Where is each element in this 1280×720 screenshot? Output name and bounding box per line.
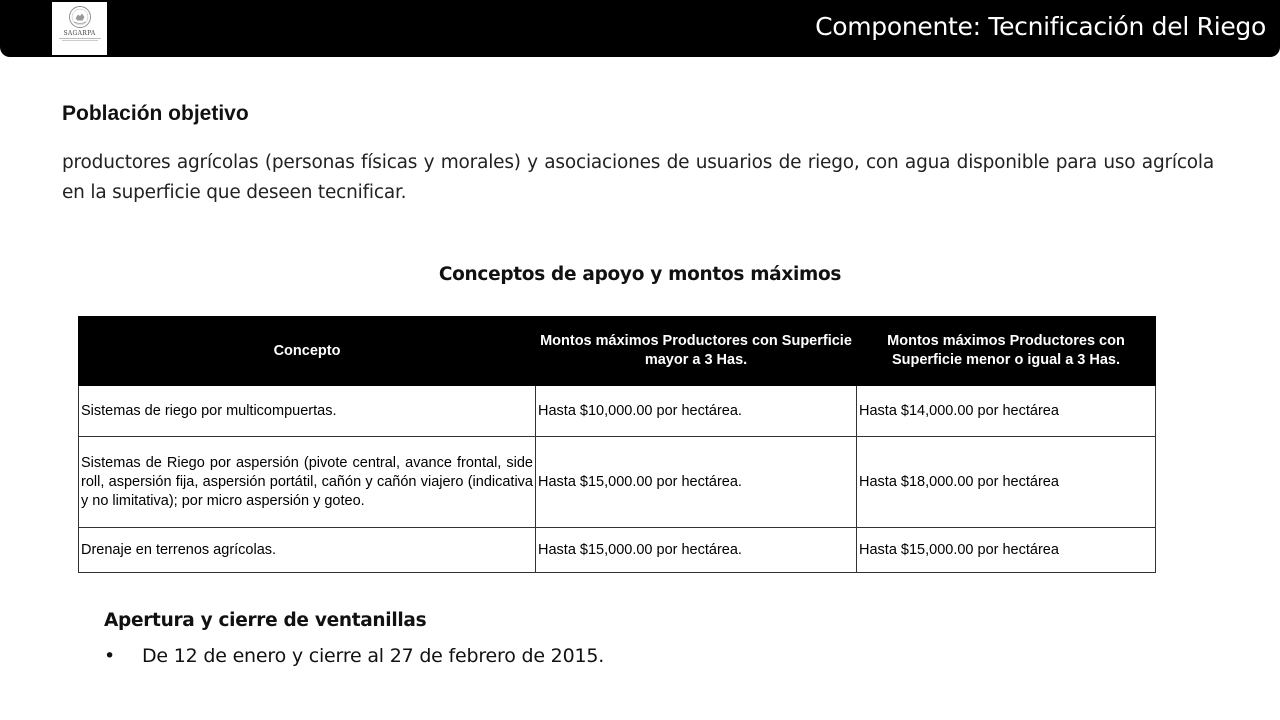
header-bar <box>0 0 1280 57</box>
column-header-mayor: Montos máximos Productores con Superficie mayor a 3 Has. <box>536 317 857 386</box>
list-item-text: De 12 de enero y cierre al 27 de febrero de 2015. <box>142 645 605 667</box>
ventanillas-heading: Apertura y cierre de ventanillas <box>104 610 427 631</box>
cell-monto-menor: Hasta $14,000.00 por hectárea <box>857 386 1156 437</box>
logo-underline <box>59 38 101 39</box>
cell-monto-mayor: Hasta $15,000.00 por hectárea. <box>536 437 857 528</box>
column-header-concepto: Concepto <box>79 317 536 386</box>
table-row <box>79 437 1156 528</box>
logo-text: SAGARPA <box>63 30 96 37</box>
cell-monto-mayor: Hasta $15,000.00 por hectárea. <box>536 528 857 573</box>
list-item <box>104 642 604 670</box>
ventanillas-list <box>104 642 604 670</box>
conceptos-heading: Conceptos de apoyo y montos máximos <box>438 264 842 285</box>
poblacion-description: productores agrícolas (personas físicas y morales) y asociaciones de usuarios de riego, con agua disponible para uso agrícola en la superficie que deseen tecnificar. <box>62 152 1214 203</box>
cell-monto-menor: Hasta $15,000.00 por hectárea <box>857 528 1156 573</box>
cell-concepto: Sistemas de riego por multicompuertas. <box>79 386 536 437</box>
bullet-icon: • <box>104 645 116 667</box>
cell-concepto: Drenaje en terrenos agrícolas. <box>79 528 536 573</box>
coat-of-arms-icon <box>68 5 92 29</box>
table-row <box>79 528 1156 573</box>
poblacion-heading: Población objetivo <box>62 102 249 125</box>
column-header-menor: Montos máximos Productores con Superficie menor o igual a 3 Has. <box>857 317 1156 386</box>
logo-underline-2 <box>62 40 98 41</box>
table-row <box>79 386 1156 437</box>
cell-concepto: Sistemas de Riego por aspersión (pivote central, avance frontal, side roll, aspersión fija, aspersión portátil, cañón y cañón viajero (indicativa y no limitativa); por micro aspersión y goteo. <box>79 437 536 528</box>
cell-monto-menor: Hasta $18,000.00 por hectárea <box>857 437 1156 528</box>
conceptos-table <box>78 316 1156 573</box>
sagarpa-logo <box>52 2 107 55</box>
page-title: Componente: Tecnificación del Riego <box>815 12 1266 41</box>
table-header-row <box>79 317 1156 386</box>
cell-monto-mayor: Hasta $10,000.00 por hectárea. <box>536 386 857 437</box>
